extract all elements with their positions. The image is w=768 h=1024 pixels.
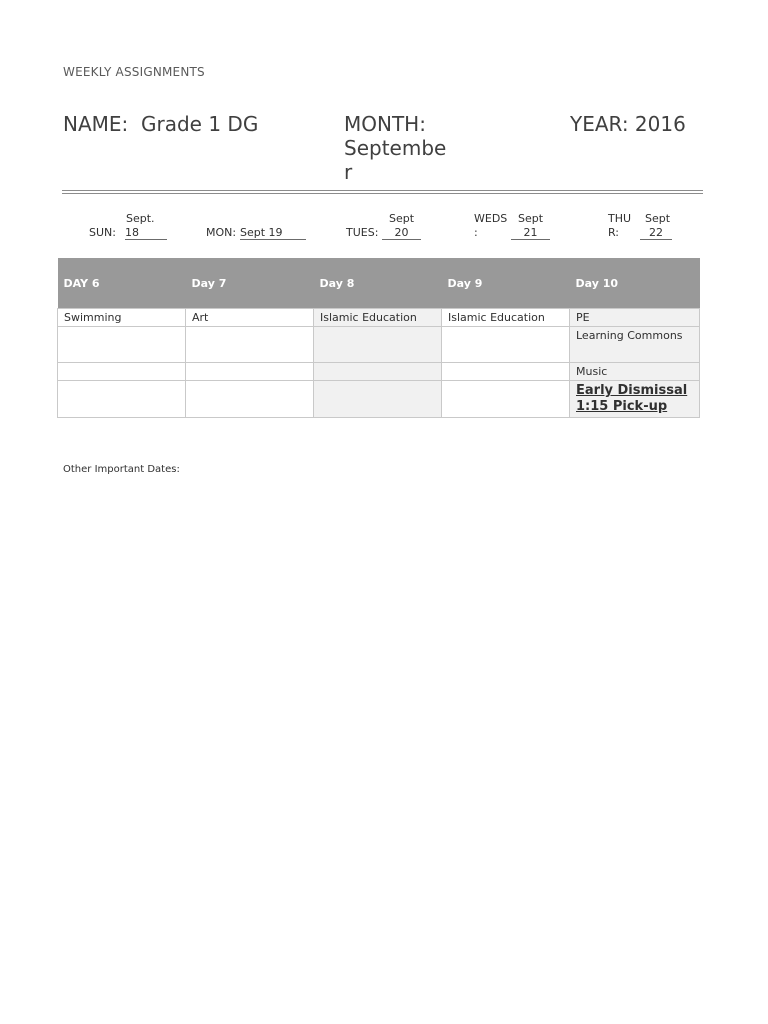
- name-field: [63, 112, 258, 136]
- year-value: 2016: [634, 112, 686, 136]
- table-cell: PE: [570, 309, 700, 327]
- header-day-7: Day 7: [186, 258, 314, 309]
- sun-top: Sept.: [126, 212, 155, 225]
- table-cell: [442, 327, 570, 363]
- table-cell: [58, 363, 186, 381]
- table-cell: [186, 327, 314, 363]
- mon-date-field: Sept 19: [240, 226, 306, 240]
- early-dismissal-line1: Early Dismissal: [576, 383, 688, 398]
- tues-date-field: 20: [382, 226, 421, 240]
- schedule-header-row: [58, 258, 700, 309]
- month-label: MONTH:: [344, 112, 426, 136]
- table-row: [58, 327, 700, 363]
- weds-label-line1: WEDS: [474, 212, 508, 225]
- table-cell: [58, 381, 186, 418]
- thur-label-line1: THU: [608, 212, 632, 225]
- header-day-8: Day 8: [314, 258, 442, 309]
- table-cell: [314, 363, 442, 381]
- early-dismissal-line2: 1:15 Pick-up: [576, 399, 668, 414]
- sun-label: SUN:: [89, 226, 116, 239]
- weds-date-field: 21: [511, 226, 550, 240]
- weds-label-line2: :: [474, 226, 478, 239]
- schedule-table: [57, 258, 700, 418]
- table-cell: Islamic Education: [442, 309, 570, 327]
- header-day-6: DAY 6: [58, 258, 186, 309]
- early-dismissal-cell: [570, 381, 700, 418]
- header-rule-top: [62, 190, 703, 191]
- table-cell: Swimming: [58, 309, 186, 327]
- table-cell: [314, 381, 442, 418]
- other-dates-label: Other Important Dates:: [63, 464, 180, 475]
- name-label: NAME:: [63, 112, 129, 136]
- tues-label: TUES:: [346, 226, 379, 239]
- document-title: WEEKLY ASSIGNMENTS: [63, 65, 205, 79]
- year-label: YEAR:: [570, 112, 629, 136]
- table-cell: [314, 327, 442, 363]
- header-day-10: Day 10: [570, 258, 700, 309]
- tues-top: Sept: [389, 212, 415, 225]
- table-cell: Islamic Education: [314, 309, 442, 327]
- table-cell: [442, 363, 570, 381]
- table-cell: [442, 381, 570, 418]
- table-cell: [58, 327, 186, 363]
- thur-date-field: 22: [640, 226, 672, 240]
- year-field: [570, 112, 686, 136]
- month-value-line2: r: [344, 160, 353, 184]
- name-value: Grade 1 DG: [141, 112, 259, 136]
- header-day-9: Day 9: [442, 258, 570, 309]
- table-row: [58, 309, 700, 327]
- table-row: [58, 381, 700, 418]
- thur-label-line2: R:: [608, 226, 620, 239]
- table-cell: [186, 381, 314, 418]
- mon-label: MON:: [206, 226, 237, 239]
- weds-top: Sept: [518, 212, 544, 225]
- sun-date-field: 18: [125, 226, 167, 240]
- table-cell: Music: [570, 363, 700, 381]
- month-field: [344, 112, 464, 184]
- month-value-line1: Septembe: [344, 136, 447, 160]
- table-cell: [186, 363, 314, 381]
- table-cell: Art: [186, 309, 314, 327]
- table-row: [58, 363, 700, 381]
- table-cell: Learning Commons: [570, 327, 700, 363]
- thur-top: Sept: [645, 212, 671, 225]
- header-rule-bottom: [62, 193, 703, 194]
